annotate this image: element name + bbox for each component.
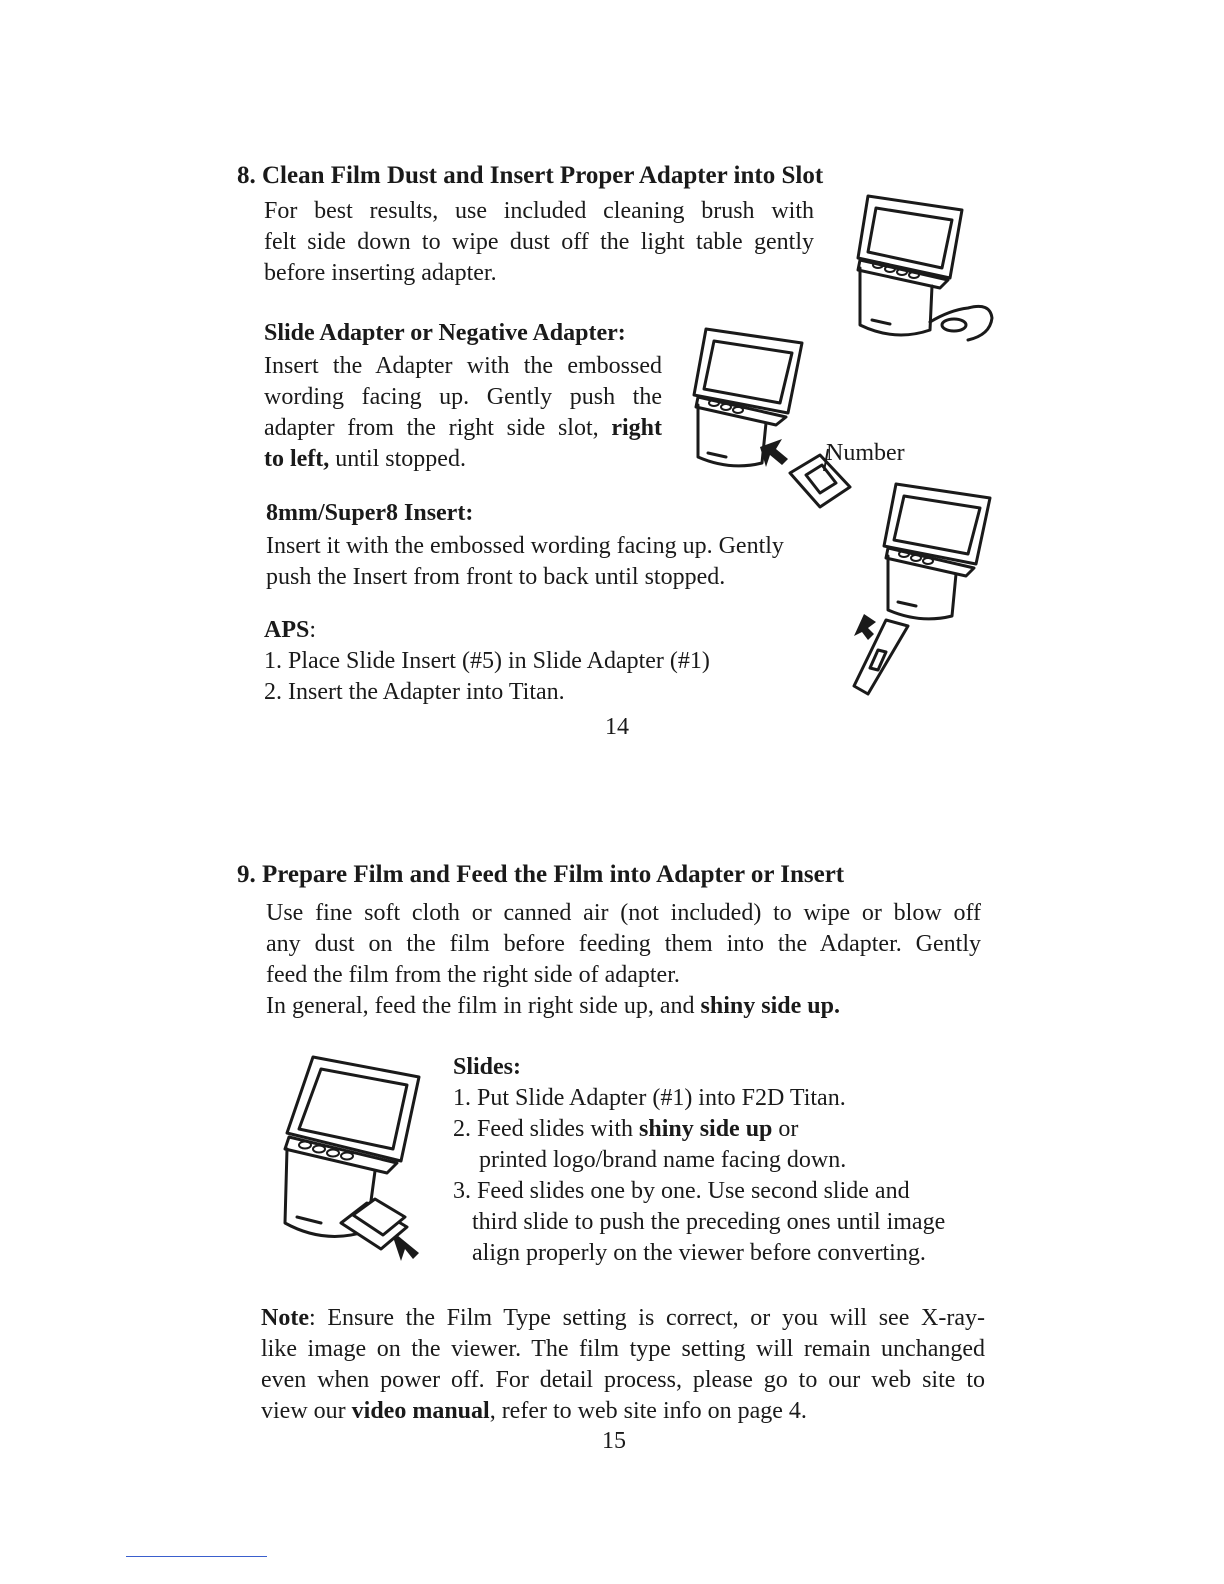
- aps-step: 2. Insert the Adapter into Titan.: [264, 679, 565, 705]
- hand-brush: [930, 306, 992, 340]
- note-line: even when power off. For detail process, please go to our web site to: [261, 1367, 985, 1393]
- aps-title-line: [264, 615, 710, 646]
- super8-title: 8mm/Super8 Insert:: [266, 500, 474, 526]
- text-span: until stopped.: [329, 446, 466, 472]
- device-button: [341, 1153, 353, 1160]
- page-number: 15: [602, 1428, 626, 1454]
- device-button: [909, 272, 919, 278]
- text-line: wording facing up. Gently push the: [264, 384, 662, 410]
- section-9-intro: [266, 898, 981, 1022]
- slides-step: 1. Put Slide Adapter (#1) into F2D Titan.: [453, 1085, 846, 1111]
- slide-adapter-illustration: [690, 325, 860, 525]
- section-9-heading: 9. Prepare Film and Feed the Film into Adapter or Insert: [237, 861, 845, 888]
- device-button: [327, 1150, 339, 1157]
- section-8-intro: [264, 196, 814, 289]
- slides-title-line: [453, 1052, 945, 1083]
- intro-line: before inserting adapter.: [264, 260, 497, 286]
- device-button: [299, 1142, 311, 1149]
- text-line: [264, 444, 662, 475]
- device-button: [733, 407, 743, 413]
- slides-feed-illustration: [275, 1053, 425, 1268]
- cleaning-brush-icon: [942, 319, 966, 331]
- device-button: [897, 269, 907, 275]
- intro-line: [266, 991, 981, 1022]
- bold-text: shiny side up.: [700, 993, 840, 1019]
- slides-section: [453, 1052, 945, 1269]
- text-span: : Ensure the Film Type setting is correct, or you will see X-ray-: [308, 1305, 985, 1331]
- aps-colon: :: [309, 617, 317, 643]
- slides-step-cont: printed logo/brand name facing down.: [479, 1147, 847, 1173]
- device-slot: [297, 1217, 321, 1223]
- footer-rule: [126, 1556, 267, 1557]
- intro-line: felt side down to wipe dust off the light table gently: [264, 229, 814, 255]
- note-paragraph: [261, 1303, 985, 1427]
- slide-adapter-text: [264, 351, 662, 475]
- super8-text: [266, 531, 846, 593]
- page-number: 14: [605, 714, 629, 740]
- note-line: like image on the viewer. The film type setting will remain unchanged: [261, 1336, 985, 1362]
- slides-step-cont: third slide to push the preceding ones until image: [472, 1209, 946, 1235]
- section-8-heading: 8. Clean Film Dust and Insert Proper Adapter into Slot: [237, 162, 824, 189]
- device-button: [911, 555, 921, 561]
- text-span: adapter from the right side slot,: [264, 415, 612, 441]
- arrow-icon: [393, 1235, 419, 1261]
- text-span: In general, feed the film in right side up, and: [266, 993, 701, 1019]
- intro-line: feed the film from the right side of adapter.: [266, 962, 680, 988]
- text-line: Insert it with the embossed wording facing up. Gently: [266, 533, 784, 559]
- device-cleaning-illustration: [850, 190, 1000, 350]
- device-slot: [708, 453, 726, 457]
- intro-line: any dust on the film before feeding them into the Adapter. Gently: [266, 931, 981, 957]
- device-button: [313, 1146, 325, 1153]
- device-button: [709, 400, 719, 406]
- text-line: push the Insert from front to back until stopped.: [266, 564, 726, 590]
- aps-step: 1. Place Slide Insert (#5) in Slide Adapter (#1): [264, 648, 710, 674]
- intro-line: Use fine soft cloth or canned air (not included) to wipe or blow off: [266, 900, 981, 926]
- text-line: Insert the Adapter with the embossed: [264, 353, 662, 379]
- slides-step: 3. Feed slides one by one. Use second slide and: [453, 1178, 910, 1204]
- slides-title: Slides:: [453, 1054, 522, 1080]
- arrow-icon: [854, 614, 876, 640]
- bold-text: video manual: [351, 1398, 490, 1424]
- slides-step: [453, 1114, 945, 1145]
- text-span: or: [772, 1116, 799, 1142]
- super8-insert-illustration: [848, 480, 998, 700]
- device-button: [721, 404, 731, 410]
- text-span: , refer to web site info on page 4.: [489, 1398, 807, 1424]
- note-line: [261, 1303, 985, 1334]
- intro-line: For best results, use included cleaning brush with: [264, 198, 814, 224]
- note-label: Note: [261, 1305, 309, 1331]
- figure-label-number: Number: [826, 440, 905, 466]
- bold-text: shiny side up: [639, 1116, 773, 1142]
- device-slot: [898, 602, 916, 606]
- device-slot: [872, 320, 890, 324]
- text-span: view our: [261, 1398, 352, 1424]
- slide-adapter-title: Slide Adapter or Negative Adapter:: [264, 320, 626, 346]
- aps-section: [264, 615, 710, 708]
- text-span: 2. Feed slides with: [453, 1116, 639, 1142]
- device-button: [923, 558, 933, 564]
- bold-text: right: [611, 415, 662, 441]
- aps-title: APS: [264, 617, 310, 643]
- slides-step-cont: align properly on the viewer before converting.: [472, 1240, 926, 1266]
- text-line: [264, 413, 662, 444]
- bold-text: to left,: [264, 446, 330, 472]
- note-line: [261, 1396, 985, 1427]
